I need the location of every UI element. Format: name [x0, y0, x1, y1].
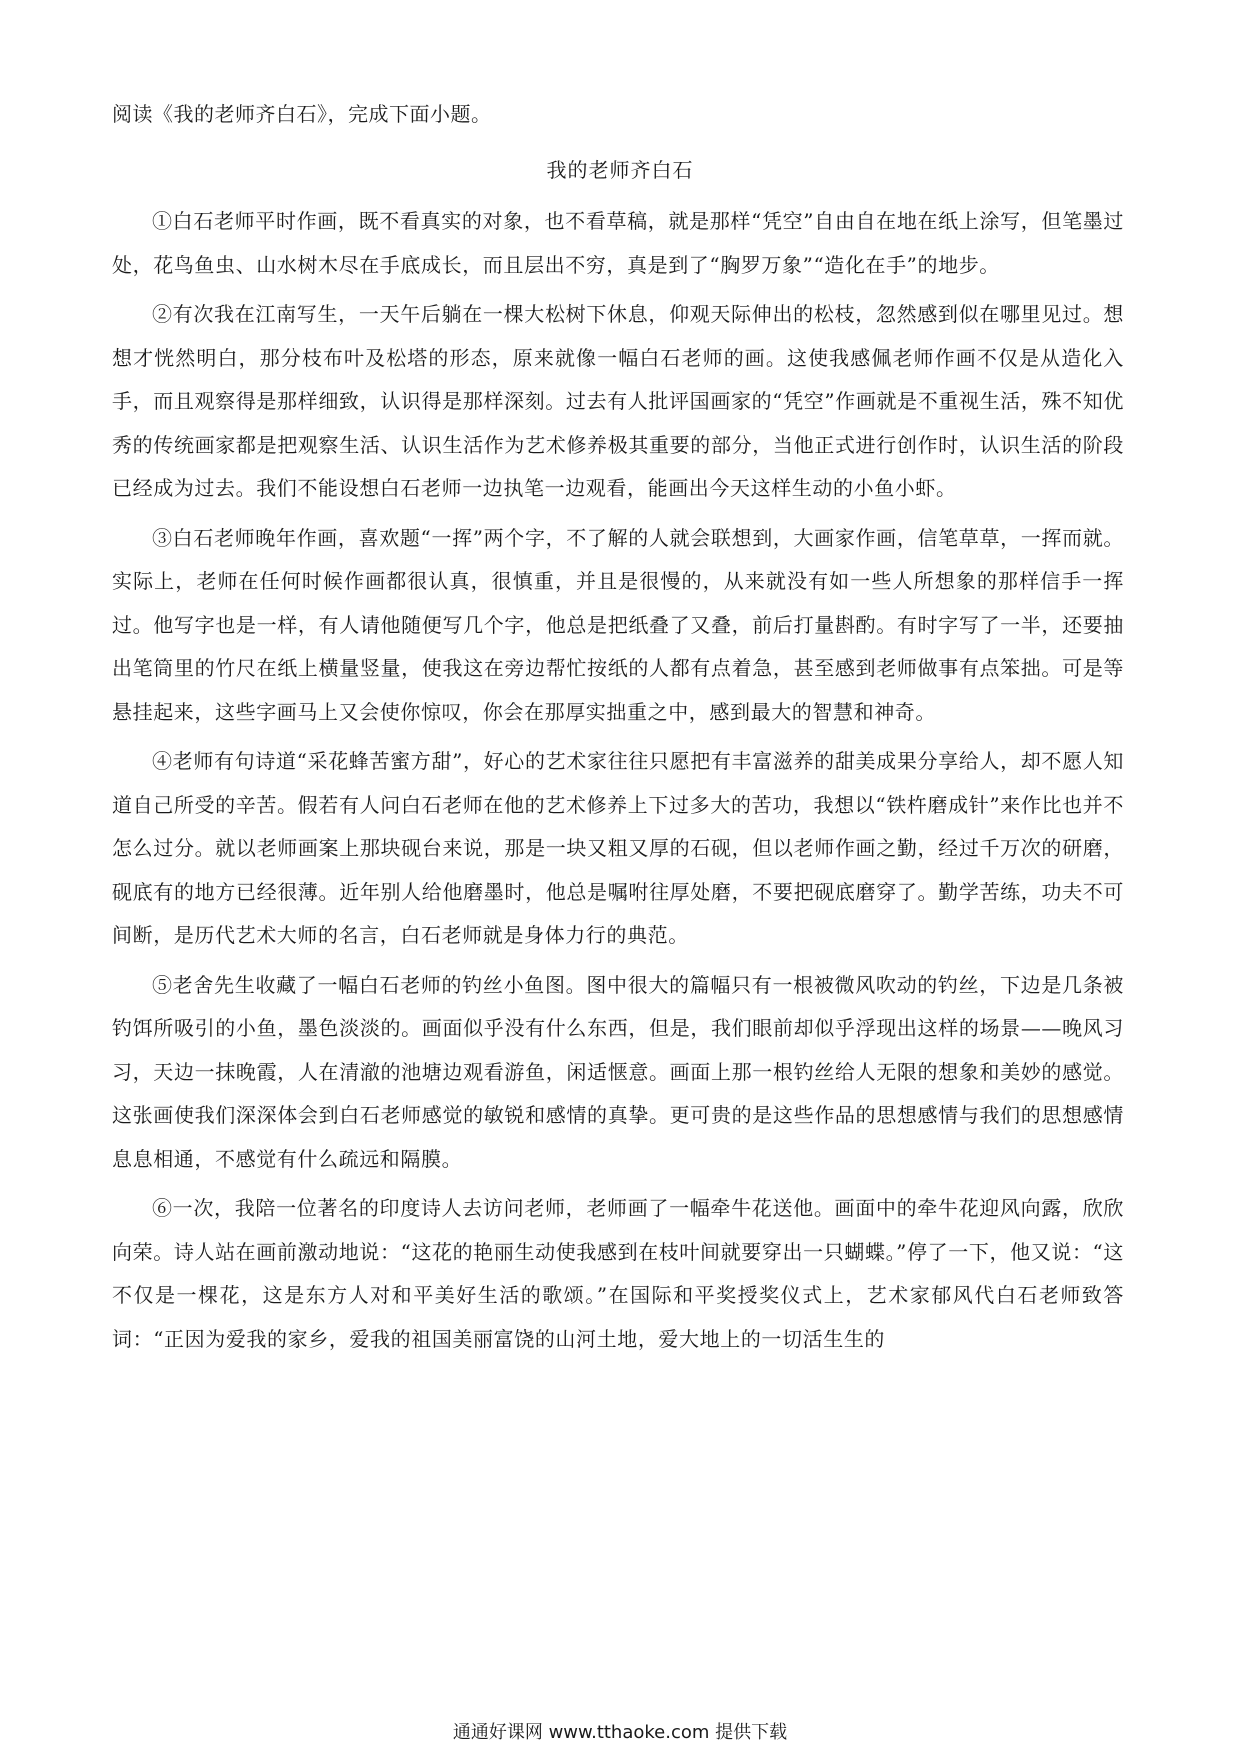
- paragraph-4: ④老师有句诗道“采花蜂苦蜜方甜”，好心的艺术家往往只愿把有丰富滋养的甜美成果分享给人，却不愿人知道自己所受的辛苦。假若有人问白石老师在他的艺术修养上下过多大的苦功，我想以“铁杵磨成针”来作比也并不怎么过分。就以老师画案上那块砚台来说，那是一块又粗又厚的石砚，但以老师作画之勤，经过千万次的研磨，砚底有的地方已经很薄。近年别人给他磨墨时，他总是嘱咐往厚处磨，不要把砚底磨穿了。勤学苦练，功夫不可间断，是历代艺术大师的名言，白石老师就是身体力行的典范。: [112, 749, 1124, 947]
- paragraph-2: ②有次我在江南写生，一天午后躺在一棵大松树下休息，仰观天际伸出的松枝，忽然感到似在哪里见过。想想才恍然明白，那分枝布叶及松塔的形态，原来就像一幅白石老师的画。这使我感佩老师作画不仅是从造化入手，而且观察得是那样细致，认识得是那样深刻。过去有人批评国画家的“凭空”作画就是不重视生活，殊不知优秀的传统画家都是把观察生活、认识生活作为艺术修养极其重要的部分，当他正式进行创作时，认识生活的阶段已经成为过去。我们不能设想白石老师一边执笔一边观看，能画出今天这样生动的小鱼小虾。: [112, 302, 1124, 500]
- paragraph-1: ①白石老师平时作画，既不看真实的对象，也不看草稿，就是那样“凭空”自由自在地在纸上涂写，但笔墨过处，花鸟鱼虫、山水树木尽在手底成长，而且层出不穷，真是到了“胸罗万象”“造化在手”的地步。: [112, 209, 1124, 277]
- question-instruction: 阅读《我的老师齐白石》，完成下面小题。: [112, 102, 492, 126]
- page-footer: 通通好课网 www.tthaoke.com 提供下载: [452, 1722, 788, 1743]
- paragraph-6: ⑥一次，我陪一位著名的印度诗人去访问老师，老师画了一幅牵牛花送他。画面中的牵牛花迎风向露，欣欣向荣。诗人站在画前激动地说：“这花的艳丽生动使我感到在枝叶间就要穿出一只蝴蝶。”停了一下，他又说：“这不仅是一棵花，这是东方人对和平美好生活的歌颂。”在国际和平奖授奖仪式上，艺术家郁风代白石老师致答词：“正因为爱我的家乡，爱我的祖国美丽富饶的山河土地，爱大地上的一切活生生的: [112, 1196, 1124, 1351]
- paragraph-5: ⑤老舍先生收藏了一幅白石老师的钓丝小鱼图。图中很大的篇幅只有一根被微风吹动的钓丝，下边是几条被钓饵所吸引的小鱼，墨色淡淡的。画面似乎没有什么东西，但是，我们眼前却似乎浮现出这样的场景——晚风习习，天边一抹晚霞，人在清澈的池塘边观看游鱼，闲适惬意。画面上那一根钓丝给人无限的想象和美妙的感觉。这张画使我们深深体会到白石老师感觉的敏锐和感情的真挚。更可贵的是这些作品的思想感情与我们的思想感情息息相通，不感觉有什么疏远和隔膜。: [112, 972, 1124, 1171]
- paragraph-3: ③白石老师晚年作画，喜欢题“一挥”两个字，不了解的人就会联想到，大画家作画，信笔草草，一挥而就。实际上，老师在任何时候作画都很认真，很慎重，并且是很慢的，从来就没有如一些人所想象的那样信手一挥过。他写字也是一样，有人请他随便写几个字，他总是把纸叠了又叠，前后打量斟酌。有时字写了一半，还要抽出笔筒里的竹尺在纸上横量竖量，使我这在旁边帮忙按纸的人都有点着急，甚至感到老师做事有点笨拙。可是等悬挂起来，这些字画马上又会使你惊叹，你会在那厚实拙重之中，感到最大的智慧和神奇。: [112, 525, 1124, 724]
- article-title: 我的老师齐白石: [546, 158, 694, 182]
- article-body: [112, 200, 1124, 1367]
